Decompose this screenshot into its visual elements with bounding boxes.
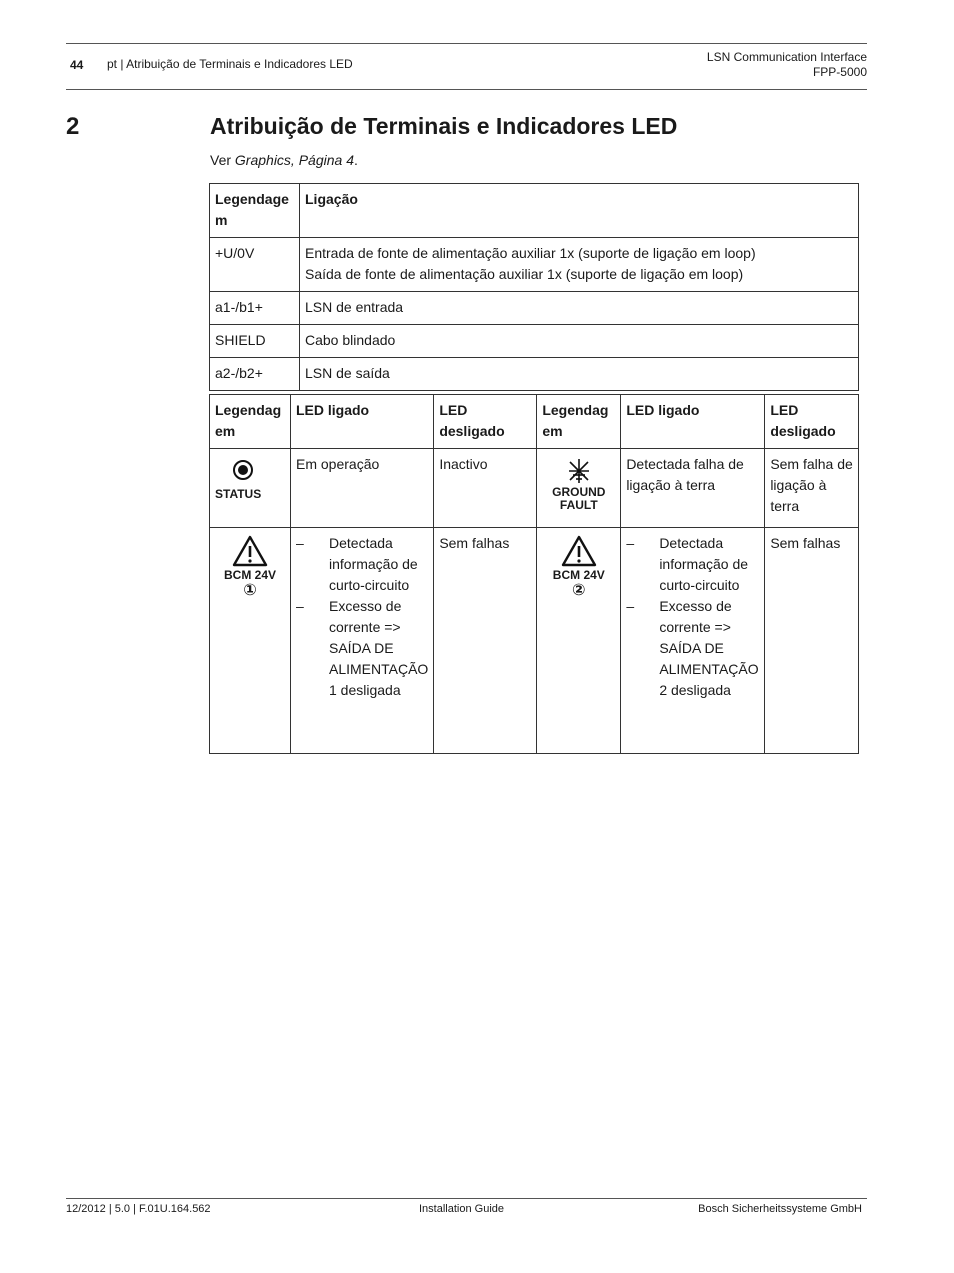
led-on-cell: Em operação [291, 449, 434, 528]
terminal-label: +U/0V [210, 238, 300, 292]
chapter-title: Atribuição de Terminais e Indicadores LED [210, 113, 678, 139]
header-cell: Legendage m [210, 184, 300, 238]
header-cell: Legendag em [210, 395, 291, 449]
table-row [210, 449, 859, 528]
header-product-line2: FPP-5000 [812, 65, 867, 79]
terminal-description [300, 238, 859, 292]
legend-cell [537, 528, 621, 754]
header-cell: LED desligado [765, 395, 859, 449]
legend-cell [210, 449, 291, 528]
list-item: – Excesso de corrente => SAÍDA DE ALIMENTAÇÃO 1 desligada [296, 596, 428, 701]
description-line: Saída de fonte de alimentação auxiliar 1x (suporte de ligação em loop) [305, 266, 744, 282]
footer-center: Installation Guide [419, 1203, 504, 1215]
description-line: Entrada de fonte de alimentação auxiliar 1x (suporte de ligação em loop) [305, 245, 756, 261]
table-header-row [210, 184, 859, 238]
chapter-number: 2 [66, 113, 80, 140]
circled-number: ① [243, 582, 257, 599]
led-on-cell [621, 528, 765, 754]
see-link[interactable]: Graphics, Página 4 [234, 152, 354, 168]
list-item: – Excesso de corrente => SAÍDA DE ALIMENTAÇÃO 2 desligada [626, 596, 759, 701]
see-reference [210, 152, 358, 168]
table-row [210, 238, 859, 292]
led-off-cell: Sem falha de ligação à terra [765, 449, 859, 528]
ground-fault-label: FAULT [559, 498, 598, 512]
terminal-label: a2-/b2+ [210, 358, 300, 391]
terminals-table [209, 183, 859, 391]
table-row [210, 292, 859, 325]
header-section: pt | Atribuição de Terminais e Indicadores LED [107, 57, 353, 71]
header-product-line1: LSN Communication Interface [706, 50, 867, 64]
footer-left: 12/2012 | 5.0 | F.01U.164.562 [66, 1203, 211, 1215]
terminal-label: SHIELD [210, 325, 300, 358]
see-suffix: . [353, 152, 358, 168]
header-cell: Ligação [300, 184, 859, 238]
page-number: 44 [70, 58, 84, 72]
terminal-label: a1-/b1+ [210, 292, 300, 325]
terminal-description: LSN de entrada [300, 292, 859, 325]
bcm-label: BCM 24V [223, 568, 276, 582]
footer-rule [66, 1198, 867, 1199]
ground-fault-icon [567, 458, 591, 484]
header-cell: Legendag em [537, 395, 621, 449]
legend-cell [210, 528, 291, 754]
table-row [210, 358, 859, 391]
header-cell: LED ligado [621, 395, 765, 449]
condition-list [296, 533, 428, 701]
warning-triangle-icon [561, 535, 597, 567]
led-off-cell: Sem falhas [434, 528, 537, 754]
table-row [210, 528, 859, 754]
led-off-cell: Inactivo [434, 449, 537, 528]
see-prefix: Ver [210, 152, 235, 168]
led-on-cell [291, 528, 434, 754]
led-off-cell: Sem falhas [765, 528, 859, 754]
list-item: – Detectada informação de curto-circuito [626, 533, 759, 596]
header-top-rule [66, 43, 867, 44]
led-table [209, 394, 859, 754]
legend-cell [537, 449, 621, 528]
terminal-description: LSN de saída [300, 358, 859, 391]
footer-right: Bosch Sicherheitssysteme GmbH [698, 1203, 862, 1215]
condition-list [626, 533, 759, 701]
terminal-description: Cabo blindado [300, 325, 859, 358]
warning-triangle-icon [232, 535, 268, 567]
circled-number: ② [572, 582, 586, 599]
header-cell: LED ligado [291, 395, 434, 449]
header-bottom-rule [66, 89, 867, 90]
status-label: STATUS [215, 487, 262, 501]
ground-fault-label: GROUND [552, 485, 606, 499]
bcm-label: BCM 24V [552, 568, 605, 582]
header-cell: LED desligado [434, 395, 537, 449]
led-on-cell: Detectada falha de ligação à terra [621, 449, 765, 528]
table-row [210, 325, 859, 358]
table-header-row [210, 395, 859, 449]
list-item: – Detectada informação de curto-circuito [296, 533, 428, 596]
status-led-icon [231, 458, 255, 482]
